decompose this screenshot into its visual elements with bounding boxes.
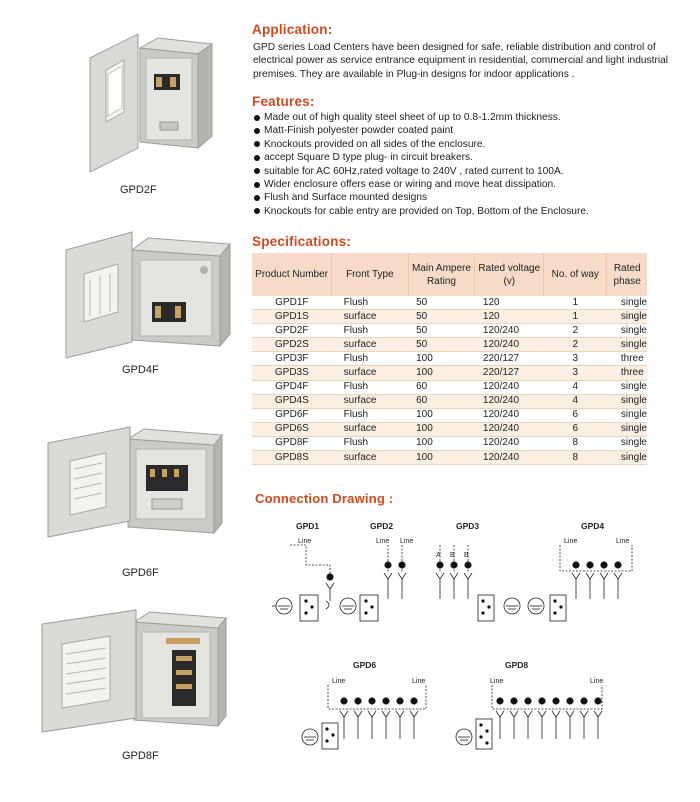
table-cell: 100 [408, 436, 475, 450]
table-cell: 120/240 [475, 338, 544, 352]
feature-item: accept Square D type plug- in circuit breakers. [253, 151, 683, 164]
table-cell: 8 [544, 436, 607, 450]
diagram-label-gpd1: GPD1 [296, 521, 320, 531]
features-heading: Features: [252, 94, 315, 109]
table-cell: 120 [475, 310, 544, 324]
specifications-heading: Specifications: [252, 234, 352, 249]
column-header: Front Type [332, 253, 408, 296]
table-cell: single [607, 408, 647, 422]
line-label: Line [590, 678, 604, 685]
product-photo-gpd8f [38, 608, 228, 743]
table-cell: 220/127 [475, 366, 544, 380]
table-cell: GPD2F [252, 324, 332, 338]
table-cell: 2 [544, 338, 607, 352]
table-cell: Flush [332, 324, 408, 338]
table-cell: GPD8S [252, 451, 332, 465]
table-cell: GPD6S [252, 422, 332, 436]
table-row [252, 310, 647, 324]
phase-label: A [436, 552, 441, 559]
connection-drawings [260, 515, 680, 765]
diagram-label-gpd8: GPD8 [505, 660, 529, 670]
feature-item: suitable for AC 60Hz,rated voltage to 240V , rated current to 100A. [253, 165, 683, 178]
diagram-label-gpd6: GPD6 [353, 660, 377, 670]
product-photo-gpd2f [88, 30, 213, 185]
column-header: No. of way [544, 253, 607, 296]
table-row [252, 394, 647, 408]
table-cell: GPD1F [252, 296, 332, 310]
table-cell: 100 [408, 422, 475, 436]
table-cell: single [607, 380, 647, 394]
table-cell: single [607, 338, 647, 352]
table-cell: GPD3F [252, 352, 332, 366]
table-row [252, 451, 647, 465]
table-cell: 120/240 [475, 394, 544, 408]
feature-item: Knockouts for cable entry are provided on Top, Bottom of the Enclosure. [253, 205, 683, 218]
table-cell: Flush [332, 296, 408, 310]
features-list [253, 111, 683, 218]
product-caption: GPD8F [122, 750, 159, 762]
line-label: Line [298, 538, 312, 545]
table-row [252, 338, 647, 352]
table-cell: surface [332, 394, 408, 408]
table-cell: 50 [408, 296, 475, 310]
column-header: Product Number [252, 253, 332, 296]
table-row [252, 352, 647, 366]
diagram-label-gpd3: GPD3 [456, 521, 480, 531]
table-cell: three [607, 352, 647, 366]
table-cell: Flush [332, 408, 408, 422]
product-caption: GPD6F [122, 567, 159, 579]
table-cell: 50 [408, 324, 475, 338]
table-cell: 120/240 [475, 380, 544, 394]
table-cell: GPD6F [252, 408, 332, 422]
table-header-row [252, 253, 647, 296]
table-cell: 100 [408, 408, 475, 422]
table-cell: 60 [408, 380, 475, 394]
table-cell: three [607, 366, 647, 380]
table-cell: 2 [544, 324, 607, 338]
table-row [252, 366, 647, 380]
table-cell: 50 [408, 338, 475, 352]
line-label: Line [616, 538, 630, 545]
table-cell: surface [332, 310, 408, 324]
table-cell: single [607, 451, 647, 465]
table-cell: GPD8F [252, 436, 332, 450]
table-cell: 120/240 [475, 408, 544, 422]
table-cell: single [607, 436, 647, 450]
table-cell: GPD4F [252, 380, 332, 394]
column-header: Rated phase [607, 253, 647, 296]
feature-item: Knockouts provided on all sides of the enclosure. [253, 138, 683, 151]
table-cell: single [607, 394, 647, 408]
table-cell: 3 [544, 352, 607, 366]
line-label: Line [564, 538, 578, 545]
phase-label: B [450, 552, 455, 559]
table-cell: 50 [408, 310, 475, 324]
product-caption: GPD4F [122, 364, 159, 376]
table-cell: 4 [544, 380, 607, 394]
table-cell: 8 [544, 451, 607, 465]
line-label: Line [490, 678, 504, 685]
product-photo-gpd6f [44, 425, 224, 550]
table-cell: 100 [408, 451, 475, 465]
table-row [252, 380, 647, 394]
table-cell: 6 [544, 422, 607, 436]
application-text: GPD series Load Centers have been designed for safe, reliable distribution and control of electrical power as service entrance equipment in residential, commercial and light industrial premises. They are available in Plug-in designs for indoor applications . [253, 42, 669, 80]
diagram-label-gpd4: GPD4 [581, 521, 605, 531]
table-cell: single [607, 324, 647, 338]
table-cell: single [607, 296, 647, 310]
diagram-label-gpd2: GPD2 [370, 521, 394, 531]
table-cell: single [607, 422, 647, 436]
connection-heading: Connection Drawing : [255, 491, 394, 506]
table-row [252, 324, 647, 338]
column-header: Main Ampere Rating [408, 253, 475, 296]
table-cell: GPD4S [252, 394, 332, 408]
feature-item: Made out of high quality steel sheet of up to 0.8-1.2mm thickness. [253, 111, 683, 124]
table-cell: 120/240 [475, 422, 544, 436]
table-cell: Flush [332, 380, 408, 394]
table-row [252, 422, 647, 436]
line-label: Line [400, 538, 414, 545]
line-label: Line [332, 678, 346, 685]
table-cell: 100 [408, 366, 475, 380]
feature-item: Matt-Finish polyester powder coated paint [253, 124, 683, 137]
table-cell: surface [332, 366, 408, 380]
table-cell: 6 [544, 408, 607, 422]
product-caption: GPD2F [120, 184, 157, 196]
table-cell: 120/240 [475, 324, 544, 338]
table-cell: surface [332, 451, 408, 465]
table-cell: GPD2S [252, 338, 332, 352]
table-cell: 100 [408, 352, 475, 366]
table-cell: surface [332, 338, 408, 352]
product-photo-gpd4f [62, 230, 232, 365]
table-cell: 120/240 [475, 436, 544, 450]
table-cell: surface [332, 422, 408, 436]
table-cell: GPD3S [252, 366, 332, 380]
table-row [252, 408, 647, 422]
line-label: Line [376, 538, 390, 545]
specifications-table [252, 253, 647, 465]
table-cell: 60 [408, 394, 475, 408]
table-cell: 120 [475, 296, 544, 310]
application-heading: Application: [252, 22, 333, 37]
table-cell: 4 [544, 394, 607, 408]
table-cell: 220/127 [475, 352, 544, 366]
table-cell: single [607, 310, 647, 324]
column-header: Rated voltage (v) [475, 253, 544, 296]
feature-item: Wider enclosure offers ease or wiring and move heat dissipation. [253, 178, 683, 191]
table-row [252, 436, 647, 450]
phase-label: B [464, 552, 469, 559]
table-row [252, 296, 647, 310]
table-cell: 120/240 [475, 451, 544, 465]
table-cell: 1 [544, 310, 607, 324]
table-cell: 3 [544, 366, 607, 380]
table-cell: Flush [332, 352, 408, 366]
table-cell: GPD1S [252, 310, 332, 324]
feature-item: Flush and Surface mounted designs [253, 191, 683, 204]
line-label: Line [412, 678, 426, 685]
table-cell: Flush [332, 436, 408, 450]
table-cell: 1 [544, 296, 607, 310]
